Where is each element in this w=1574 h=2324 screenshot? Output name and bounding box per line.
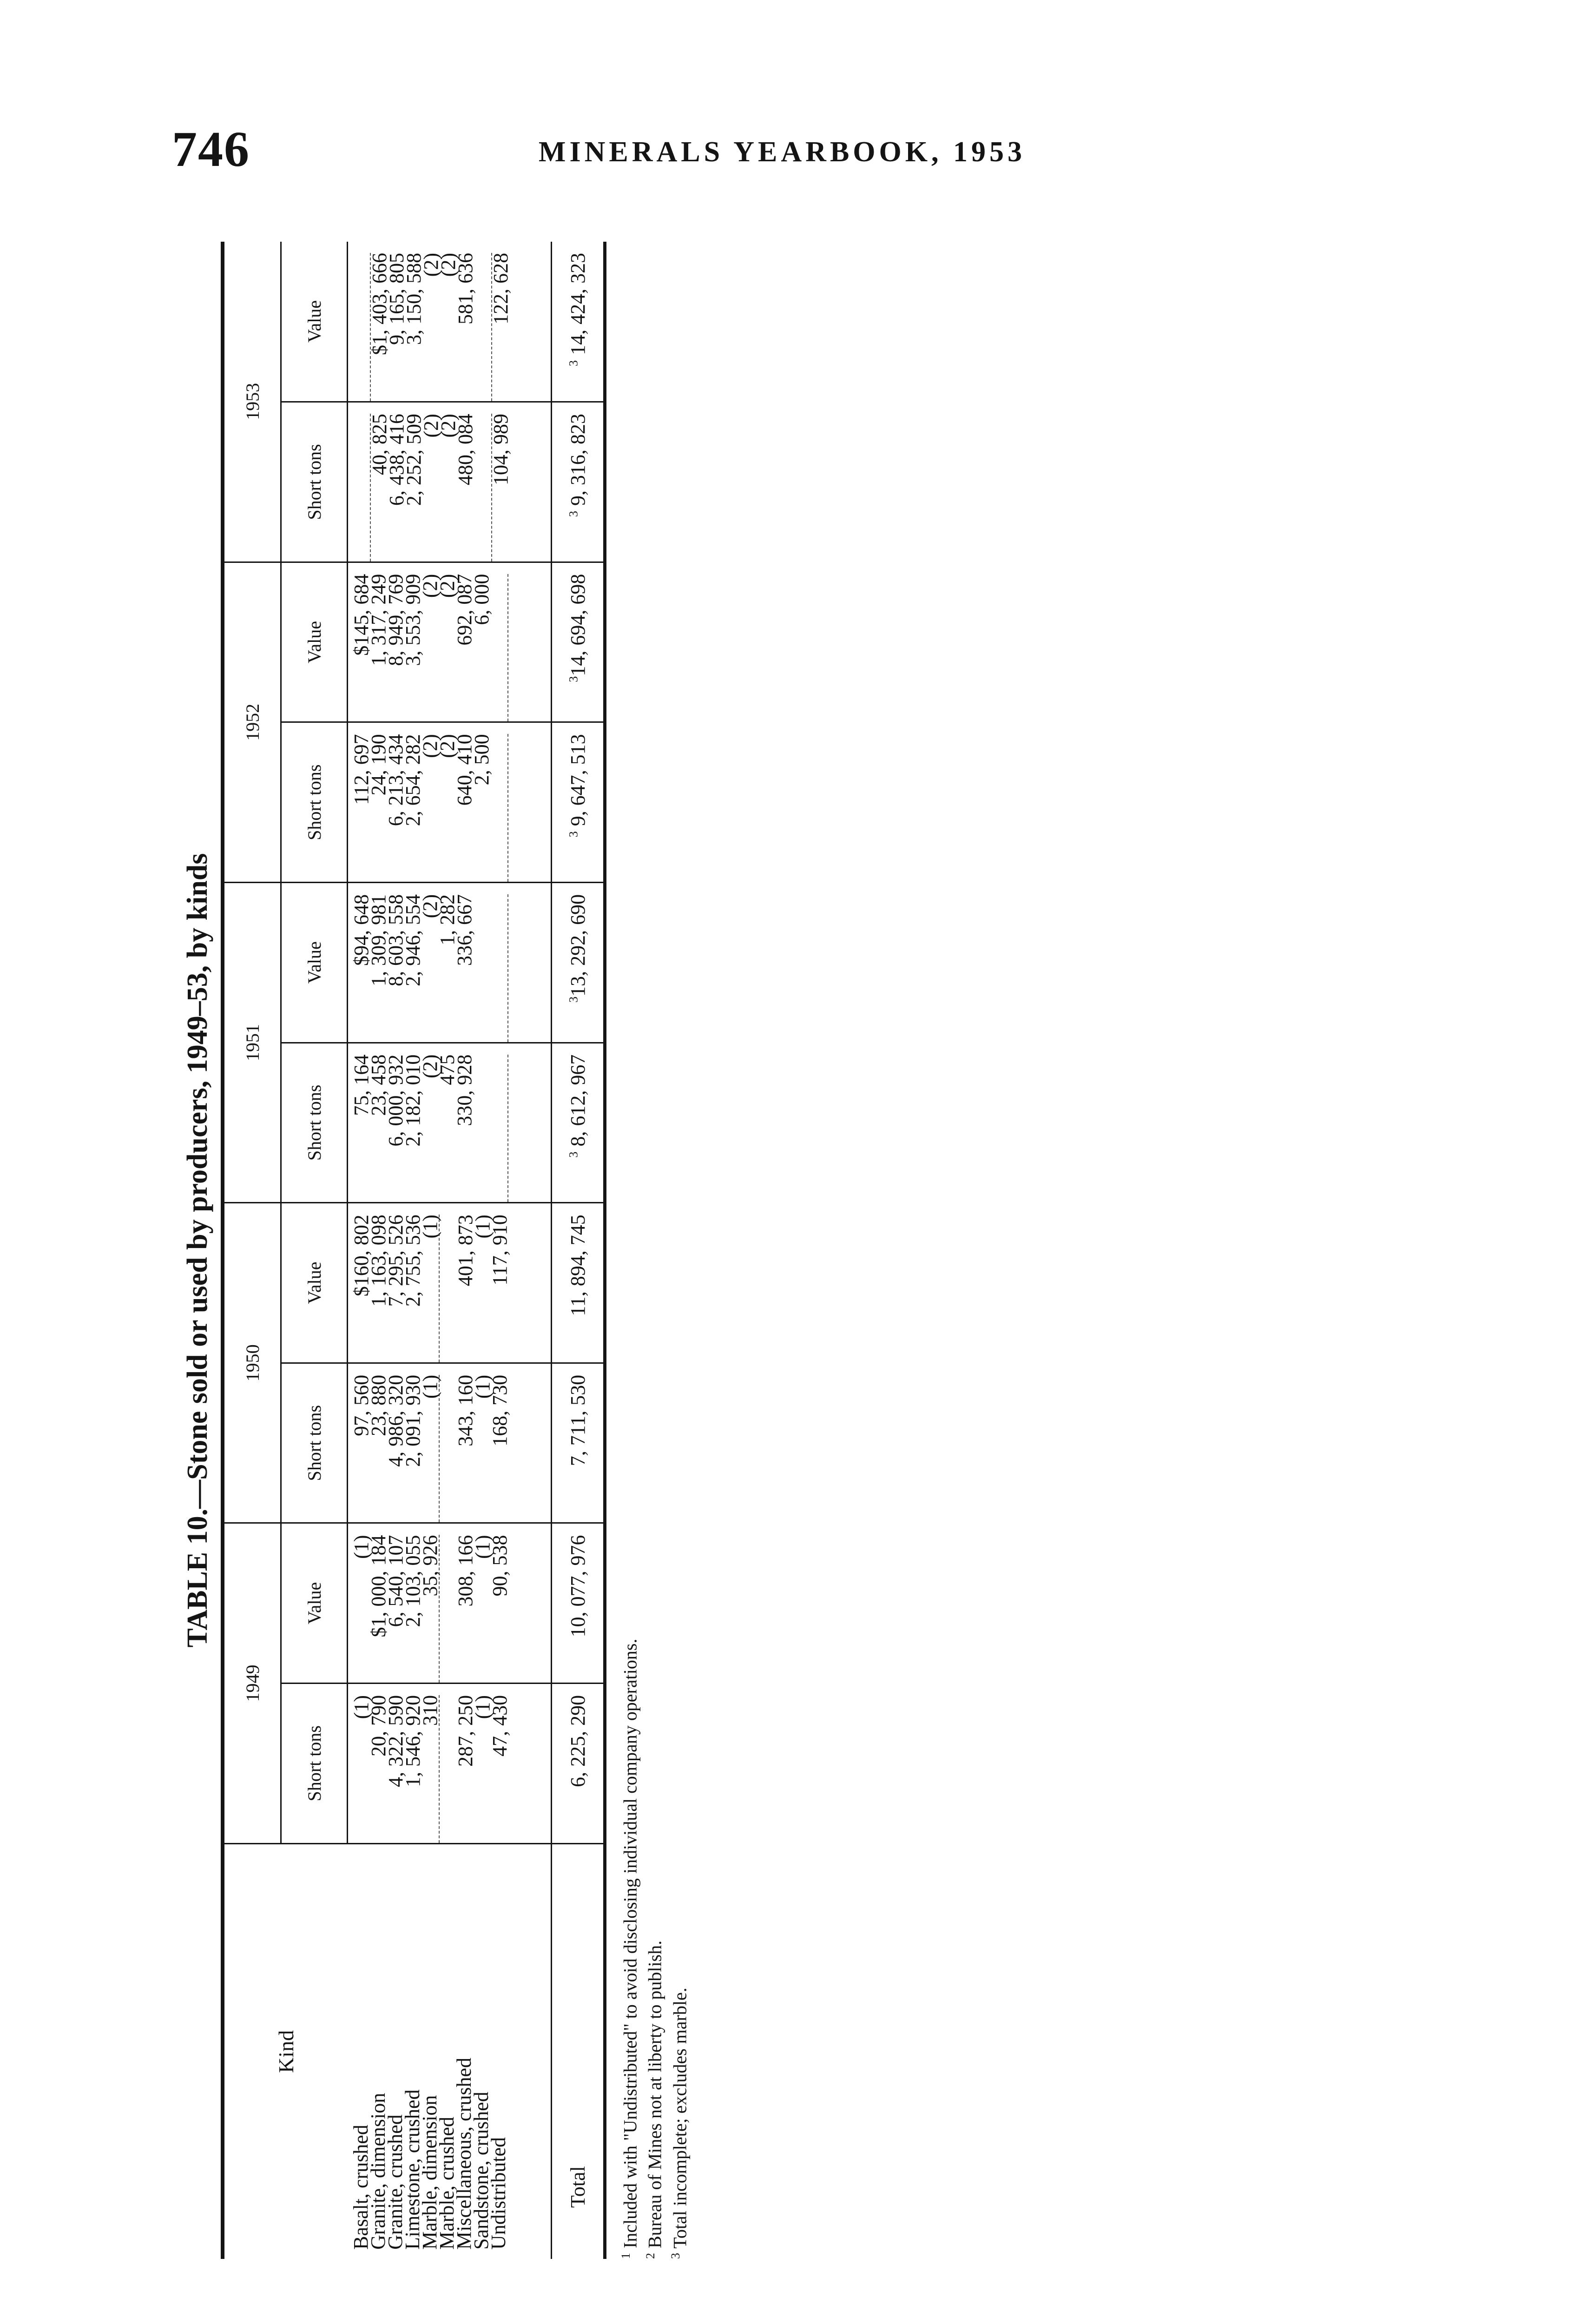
total-value: 9, 647, 513 xyxy=(566,734,589,826)
year-header: 1953 xyxy=(224,242,281,562)
short-tons-header: Short tons xyxy=(281,1684,348,1844)
table-frame xyxy=(221,242,606,2259)
cell-value xyxy=(490,894,508,1042)
total-label: Total xyxy=(552,1843,604,2259)
footnote-marker: 2 xyxy=(644,2253,658,2259)
cell-value: 6, 438, 416 xyxy=(385,414,408,506)
cell-value: 8, 603, 558 xyxy=(384,894,407,986)
cell-value: 4, 986, 320 xyxy=(384,1374,407,1467)
total-row xyxy=(552,242,604,2259)
year-header: 1949 xyxy=(224,1523,281,1843)
data-cell xyxy=(348,1043,552,1203)
cell-value xyxy=(490,1055,508,1202)
total-cell xyxy=(552,722,604,883)
cell-value: (1) xyxy=(421,1375,440,1523)
cell-value: (1) xyxy=(350,1535,373,1559)
cell-value: (2) xyxy=(419,894,441,918)
cell-value: 2, 500 xyxy=(470,734,493,786)
cell-value: 2, 946, 554 xyxy=(402,894,424,986)
cell-value: 336, 667 xyxy=(453,894,476,966)
kind-label: Marble, crushed xyxy=(435,2117,458,2250)
kind-label: Sandstone, crushed xyxy=(469,2092,493,2250)
cell-value: 104, 989 xyxy=(489,414,512,486)
cell-value: (2) xyxy=(419,1054,441,1078)
kind-cell xyxy=(348,1843,552,2259)
total-cell xyxy=(552,883,604,1043)
cell-value: (1) xyxy=(471,1695,494,1719)
data-cell xyxy=(348,562,552,722)
cell-value: 97, 560 xyxy=(350,1374,373,1436)
cell-value: 8, 949, 769 xyxy=(384,574,407,666)
kind-label: Miscellaneous, crushed xyxy=(452,2058,475,2250)
value-header: Value xyxy=(281,1203,348,1363)
value-header: Value xyxy=(281,1523,348,1684)
kind-label: Marble, dimension xyxy=(418,2095,441,2250)
total-cell xyxy=(552,1203,604,1363)
cell-value: (2) xyxy=(420,253,442,277)
total-cell xyxy=(552,1684,604,1844)
footnote xyxy=(616,242,640,2259)
data-cell xyxy=(348,1363,552,1523)
cell-value: 9, 165, 805 xyxy=(385,253,408,345)
cell-value: $1, 000, 184 xyxy=(367,1535,390,1637)
cell-value: 310 xyxy=(421,1695,440,1843)
cell-value: (1) xyxy=(471,1215,494,1239)
short-tons-header: Short tons xyxy=(281,1363,348,1523)
cell-value: 24, 190 xyxy=(367,734,390,796)
year-header-row xyxy=(224,242,281,2259)
total-cell xyxy=(552,402,604,562)
data-cell xyxy=(348,883,552,1043)
cell-value: 308, 166 xyxy=(454,1535,477,1607)
cell-value: (2) xyxy=(436,574,459,598)
total-value: 7, 711, 530 xyxy=(566,1374,589,1466)
footnote-marker: 3 xyxy=(566,676,580,682)
cell-value: $94, 648 xyxy=(350,894,373,966)
short-tons-header: Short tons xyxy=(281,722,348,883)
cell-value: 7, 295, 526 xyxy=(384,1215,407,1307)
cell-value: 6, 000 xyxy=(470,574,493,625)
cell-value: 117, 910 xyxy=(488,1215,511,1286)
total-cell xyxy=(552,1363,604,1523)
cell-value: 480, 084 xyxy=(454,414,477,486)
short-tons-header: Short tons xyxy=(281,1043,348,1203)
data-cell xyxy=(348,1523,552,1684)
footnotes xyxy=(616,242,690,2259)
data-cell xyxy=(348,1203,552,1363)
cell-value: 90, 538 xyxy=(488,1535,511,1597)
cell-value: 1, 546, 920 xyxy=(402,1695,424,1788)
total-cell xyxy=(552,1523,604,1684)
kind-label: Undistributed xyxy=(487,2137,510,2250)
kind-label: Basalt, crushed xyxy=(349,2125,372,2250)
short-tons-header: Short tons xyxy=(281,402,348,562)
cell-value: 23, 458 xyxy=(367,1054,390,1116)
cell-value: 112, 697 xyxy=(350,734,373,805)
cell-value: 2, 755, 536 xyxy=(402,1215,424,1307)
cell-value: 2, 182, 010 xyxy=(402,1054,424,1147)
footnote-marker: 3 xyxy=(566,1151,580,1158)
value-header: Value xyxy=(281,562,348,722)
cell-value: (2) xyxy=(419,734,441,758)
cell-value: 2, 103, 055 xyxy=(402,1535,424,1627)
footnote-text: Total incomplete; excludes marble. xyxy=(669,1987,690,2249)
cell-value: 47, 430 xyxy=(488,1695,511,1757)
cell-value: $145, 684 xyxy=(350,574,373,656)
cell-value: 20, 790 xyxy=(367,1695,390,1757)
total-cell xyxy=(552,242,604,402)
cell-value: $160, 802 xyxy=(350,1215,373,1297)
cell-value: 6, 213, 434 xyxy=(384,734,407,826)
data-cell xyxy=(348,1684,552,1844)
total-value: 14, 694, 698 xyxy=(566,574,589,676)
cell-value: 1, 309, 981 xyxy=(367,894,390,986)
footnote-marker: 3 xyxy=(566,997,580,1003)
cell-value: 40, 825 xyxy=(368,414,391,475)
table-row xyxy=(348,242,552,2259)
cell-value: 35, 926 xyxy=(421,1535,440,1683)
kind-label: Granite, dimension xyxy=(366,2093,389,2250)
cell-value: (1) xyxy=(471,1535,494,1559)
data-cell xyxy=(348,402,552,562)
total-value: 10, 077, 976 xyxy=(566,1535,589,1637)
cell-value: 6, 540, 107 xyxy=(384,1535,407,1627)
year-header: 1950 xyxy=(224,1203,281,1523)
table-title: TABLE 10.—Stone sold or used by producers, 1949–53, by kinds xyxy=(182,853,213,1648)
cell-value: 2, 654, 282 xyxy=(402,734,424,826)
footnote-marker: 1 xyxy=(619,2253,632,2259)
cell-value: (1) xyxy=(471,1374,494,1399)
cell-value: 287, 250 xyxy=(454,1695,477,1767)
cell-value: 122, 628 xyxy=(489,253,512,324)
footnote-marker: 3 xyxy=(668,2253,682,2259)
value-header: Value xyxy=(281,883,348,1043)
cell-value: 2, 091, 930 xyxy=(402,1374,424,1467)
rotated-table-region xyxy=(177,242,690,2259)
footnote xyxy=(665,242,690,2259)
running-head: MINERALS YEARBOOK, 1953 xyxy=(538,136,1026,168)
year-header: 1951 xyxy=(224,883,281,1203)
footnote-marker: 3 xyxy=(566,511,580,517)
cell-value: (2) xyxy=(419,574,441,598)
stone-table xyxy=(224,242,603,2259)
total-value: 13, 292, 690 xyxy=(566,894,589,997)
cell-value: (2) xyxy=(436,734,459,758)
total-value: 8, 612, 967 xyxy=(566,1054,589,1147)
cell-value: 23, 880 xyxy=(367,1374,390,1436)
cell-value: (1) xyxy=(421,1215,440,1362)
cell-value: 3, 553, 909 xyxy=(402,574,424,666)
cell-value: 1, 282 xyxy=(436,894,459,945)
page-number: 746 xyxy=(172,122,250,177)
year-header: 1952 xyxy=(224,562,281,882)
value-header: Value xyxy=(281,242,348,402)
kind-label: Limestone, crushed xyxy=(401,2089,424,2250)
cell-value: 3, 150, 588 xyxy=(402,253,425,345)
total-cell xyxy=(552,562,604,722)
footnote-text: Bureau of Mines not at liberty to publish. xyxy=(644,1940,665,2248)
total-value: 11, 894, 745 xyxy=(566,1215,589,1316)
footnote-text: Included with "Undistributed" to avoid disclosing individual company operations. xyxy=(619,1638,641,2248)
cell-value: (2) xyxy=(420,414,442,438)
cell-value: 168, 730 xyxy=(488,1374,511,1446)
cell-value: 692, 087 xyxy=(453,574,476,646)
cell-value: 1, 317, 249 xyxy=(367,574,390,666)
cell-value: 330, 928 xyxy=(453,1054,476,1126)
cell-value: (1) xyxy=(350,1695,373,1719)
cell-value: 640, 410 xyxy=(453,734,476,806)
total-value: 14, 424, 323 xyxy=(566,253,589,355)
total-value: 9, 316, 823 xyxy=(566,414,589,506)
data-cell xyxy=(348,242,552,402)
cell-value: 475 xyxy=(436,1054,459,1085)
cell-value: $1, 403, 666 xyxy=(368,253,391,355)
cell-value: 1, 163, 098 xyxy=(367,1215,390,1307)
data-cell xyxy=(348,722,552,883)
cell-value: 4, 322, 590 xyxy=(384,1695,407,1788)
kind-label: Granite, crushed xyxy=(383,2114,407,2250)
cell-value: 401, 873 xyxy=(454,1215,477,1287)
footnote-marker: 3 xyxy=(566,831,580,838)
footnote-marker: 3 xyxy=(566,360,580,366)
footnote xyxy=(640,242,665,2259)
cell-value: 343, 160 xyxy=(454,1374,477,1446)
total-cell xyxy=(552,1043,604,1203)
cell-value: 75, 164 xyxy=(350,1054,373,1116)
total-value: 6, 225, 290 xyxy=(566,1695,589,1788)
cell-value: 581, 636 xyxy=(454,253,477,324)
cell-value: (2) xyxy=(437,414,460,438)
cell-value: 6, 000, 932 xyxy=(384,1054,407,1147)
kind-header: Kind xyxy=(224,1843,348,2259)
cell-value: (2) xyxy=(437,253,460,277)
cell-value: 2, 252, 509 xyxy=(402,414,425,506)
